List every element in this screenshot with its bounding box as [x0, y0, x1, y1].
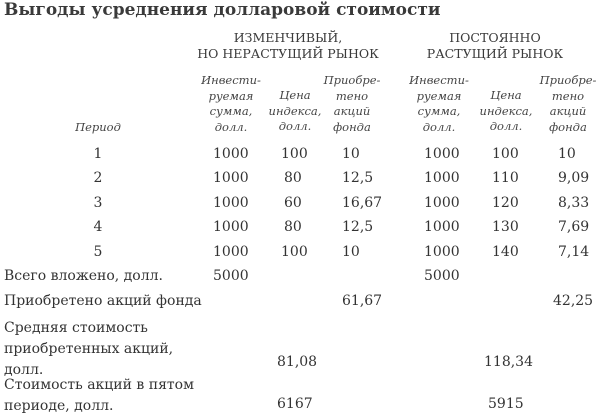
col-header-line: индекса,: [268, 103, 322, 118]
table-cell-shares-2: 8,33: [558, 195, 590, 211]
group-header-line: ПОСТОЯННО: [449, 30, 541, 45]
table-cell-shares-1: 10: [342, 244, 360, 260]
table-cell-invest-1: 1000: [213, 244, 249, 260]
col-header-line: долл.: [422, 119, 456, 134]
table-cell-invest-2: 1000: [424, 170, 460, 186]
col-header-line: руемая: [416, 88, 462, 103]
summary-label-total-invested: Всего вложено, долл.: [4, 268, 163, 284]
col-header-line: Приобре-: [539, 73, 597, 87]
table-cell-shares-2: 10: [558, 146, 576, 162]
col-header-line: руемая: [208, 88, 254, 103]
table-cell-shares-2: 7,14: [558, 244, 590, 260]
col-header-line: акций: [333, 104, 371, 118]
summary-avg-cost-1: 81,08: [277, 354, 318, 370]
group-header-line: РАСТУЩИЙ РЫНОК: [426, 46, 564, 61]
table-cell-invest-1: 1000: [213, 146, 249, 162]
col-header-line: Инвести-: [201, 73, 261, 87]
summary-total-invested-1: 5000: [213, 268, 249, 284]
col-header-line: Приобре-: [323, 73, 381, 87]
table-cell-period: 1: [93, 146, 103, 162]
col-header-line: Цена: [279, 88, 311, 102]
col-header-line: тено: [551, 88, 585, 103]
col-header-price-2: [474, 88, 538, 135]
col-header-line: долл.: [214, 119, 248, 134]
col-header-line: сумма,: [417, 104, 461, 118]
page-title: Выгоды усреднения долларовой стоимости: [4, 0, 441, 20]
summary-label-shares-bought: Приобретено акций фонда: [4, 293, 202, 309]
table-cell-price-1: 100: [281, 244, 308, 260]
col-header-line: долл.: [278, 119, 312, 133]
table-cell-price-2: 110: [492, 170, 519, 186]
col-header-line: Инвести-: [409, 73, 469, 87]
group-header-volatile: [196, 30, 380, 62]
col-header-invest-1: [198, 73, 264, 135]
table-cell-price-1: 100: [281, 146, 308, 162]
table-cell-invest-2: 1000: [424, 219, 460, 235]
col-header-line: сумма,: [209, 104, 253, 118]
col-header-line: тено: [335, 88, 369, 103]
table-cell-shares-1: 12,5: [342, 219, 374, 235]
table-cell-period: 4: [93, 219, 103, 235]
summary-total-invested-2: 5000: [424, 268, 460, 284]
summary-value-p5-1: 6167: [277, 396, 313, 412]
table-cell-price-2: 100: [492, 146, 519, 162]
table-cell-shares-2: 7,69: [558, 219, 590, 235]
col-header-line: долл.: [489, 119, 523, 133]
summary-shares-bought-2: 42,25: [553, 293, 594, 309]
col-header-line: Цена: [490, 88, 522, 102]
group-header-line: ИЗМЕНЧИВЫЙ,: [233, 30, 343, 45]
summary-label-line: Средняя стоимость: [4, 320, 148, 336]
summary-label-line: долл.: [4, 362, 44, 378]
summary-label-line: периоде, долл.: [4, 398, 114, 414]
table-cell-period: 2: [93, 170, 103, 186]
col-header-line: индекса,: [479, 103, 533, 118]
table-cell-price-1: 80: [284, 170, 302, 186]
table-cell-shares-1: 12,5: [342, 170, 374, 186]
table-cell-shares-1: 10: [342, 146, 360, 162]
group-header-rising: [408, 30, 582, 62]
table-cell-price-2: 130: [492, 219, 519, 235]
table-cell-price-1: 80: [284, 219, 302, 235]
table-cell-price-2: 140: [492, 244, 519, 260]
col-header-period: Период: [75, 120, 121, 134]
col-header-invest-2: [406, 73, 472, 135]
summary-label-avg-cost: [4, 318, 173, 381]
table-cell-price-2: 120: [492, 195, 519, 211]
table-cell-period: 3: [93, 195, 103, 211]
group-header-line: НО НЕРАСТУЩИЙ РЫНОК: [197, 46, 379, 61]
table-cell-invest-1: 1000: [213, 195, 249, 211]
table-cell-invest-2: 1000: [424, 195, 460, 211]
table-cell-invest-1: 1000: [213, 219, 249, 235]
col-header-line: фонда: [333, 119, 371, 134]
summary-shares-bought-1: 61,67: [342, 293, 383, 309]
summary-label-value-p5: [4, 375, 194, 417]
table-cell-shares-2: 9,09: [558, 170, 590, 186]
table-cell-invest-2: 1000: [424, 146, 460, 162]
table-cell-invest-2: 1000: [424, 244, 460, 260]
summary-label-line: приобретенных акций,: [4, 341, 174, 357]
table-cell-shares-1: 16,67: [342, 195, 383, 211]
col-header-shares-2: [538, 73, 598, 135]
summary-value-p5-2: 5915: [488, 396, 524, 412]
table-cell-price-1: 60: [284, 195, 302, 211]
col-header-line: фонда: [549, 119, 587, 134]
summary-label-line: Стоимость акций в пятом: [4, 377, 194, 393]
col-header-shares-1: [322, 73, 382, 135]
table-cell-invest-1: 1000: [213, 170, 249, 186]
summary-avg-cost-2: 118,34: [484, 354, 533, 370]
table-cell-period: 5: [93, 244, 103, 260]
col-header-price-1: [264, 88, 326, 135]
col-header-line: акций: [549, 104, 587, 118]
